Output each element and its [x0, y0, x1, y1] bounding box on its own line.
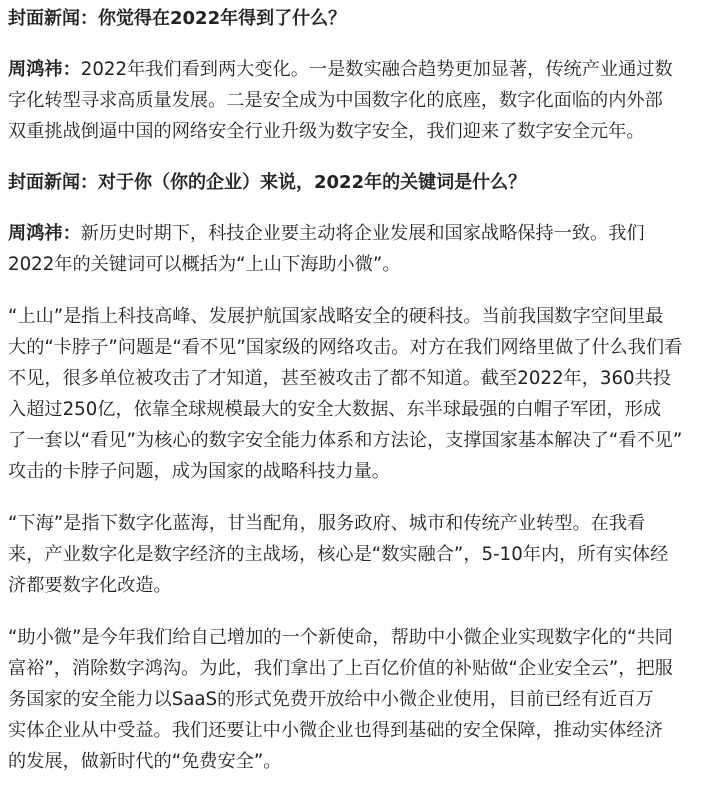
question-1 — [8, 4, 695, 34]
answer-line: 周鸿祎：2022年我们看到两大变化。一是数实融合趋势更加显著，传统产业通过数 — [8, 59, 673, 80]
paragraph-shangshan — [8, 301, 695, 487]
paragraph-line: “助小微”是今年我们给自己增加的一个新使命，帮助中小微企业实现数字化的“共同 — [8, 627, 673, 648]
answer-line: 双重挑战倒逼中国的网络安全行业升级为数字安全，我们迎来了数字安全元年。 — [8, 121, 645, 142]
paragraph-line: 入超过250亿，依靠全球规模最大的安全大数据、东半球最强的白帽子军团，形成 — [8, 399, 662, 420]
paragraph-xiahai — [8, 508, 695, 601]
question-text: 你觉得在2022年得到了什么？ — [98, 8, 347, 29]
answer-line: 字化转型寻求高质量发展。二是安全成为中国数字化的底座，数字化面临的内外部 — [8, 90, 663, 111]
answer-1 — [8, 54, 695, 147]
answer-2 — [8, 218, 695, 280]
paragraph-line: 攻击的卡脖子问题，成为国家的战略科技力量。 — [8, 461, 390, 482]
paragraph-line: 来，产业数字化是数字经济的主战场，核心是“数实融合”，5-10年内，所有实体经 — [8, 544, 669, 565]
paragraph-line: 大的“卡脖子”问题是“看不见”国家级的网络攻击。对方在我们网络里做了什么我们看 — [8, 337, 683, 358]
paragraph-line: 务国家的安全能力以SaaS的形式免费开放给中小微企业使用，目前已经有近百万 — [8, 689, 654, 710]
interviewer-label: 封面新闻： — [8, 172, 98, 193]
speaker-label: 周鸿祎： — [8, 59, 81, 80]
paragraph-line: 实体企业从中受益。我们还要让中小微企业也得到基础的安全保障，推动实体经济 — [8, 720, 663, 741]
speaker-label: 周鸿祎： — [8, 223, 81, 244]
interviewer-label: 封面新闻： — [8, 8, 98, 29]
question-text: 对于你（你的企业）来说，2022年的关键词是什么？ — [98, 172, 527, 193]
paragraph-line: 了一套以“看见”为核心的数字安全能力体系和方法论，支撑国家基本解决了“看不见” — [8, 430, 683, 451]
answer-line: 2022年的关键词可以概括为“上山下海助小微”。 — [8, 254, 401, 275]
paragraph-line: 的发展，做新时代的“免费安全”。 — [8, 751, 282, 772]
paragraph-line: “上山”是指上科技高峰、发展护航国家战略安全的硬科技。当前我国数字空间里最 — [8, 306, 664, 327]
paragraph-line: 济都要数字化改造。 — [8, 575, 172, 596]
paragraph-zhuxiaowei — [8, 622, 695, 777]
question-2 — [8, 168, 695, 198]
paragraph-line: 不见，很多单位被攻击了才知道，甚至被攻击了都不知道。截至2022年，360共投 — [8, 368, 672, 389]
paragraph-line: 富裕”，消除数字鸿沟。为此，我们拿出了上百亿价值的补贴做“企业安全云”，把服 — [8, 658, 673, 679]
paragraph-line: “下海”是指下数字化蓝海，甘当配角，服务政府、城市和传统产业转型。在我看 — [8, 513, 646, 534]
answer-line: 周鸿祎：新历史时期下，科技企业要主动将企业发展和国家战略保持一致。我们 — [8, 223, 645, 244]
